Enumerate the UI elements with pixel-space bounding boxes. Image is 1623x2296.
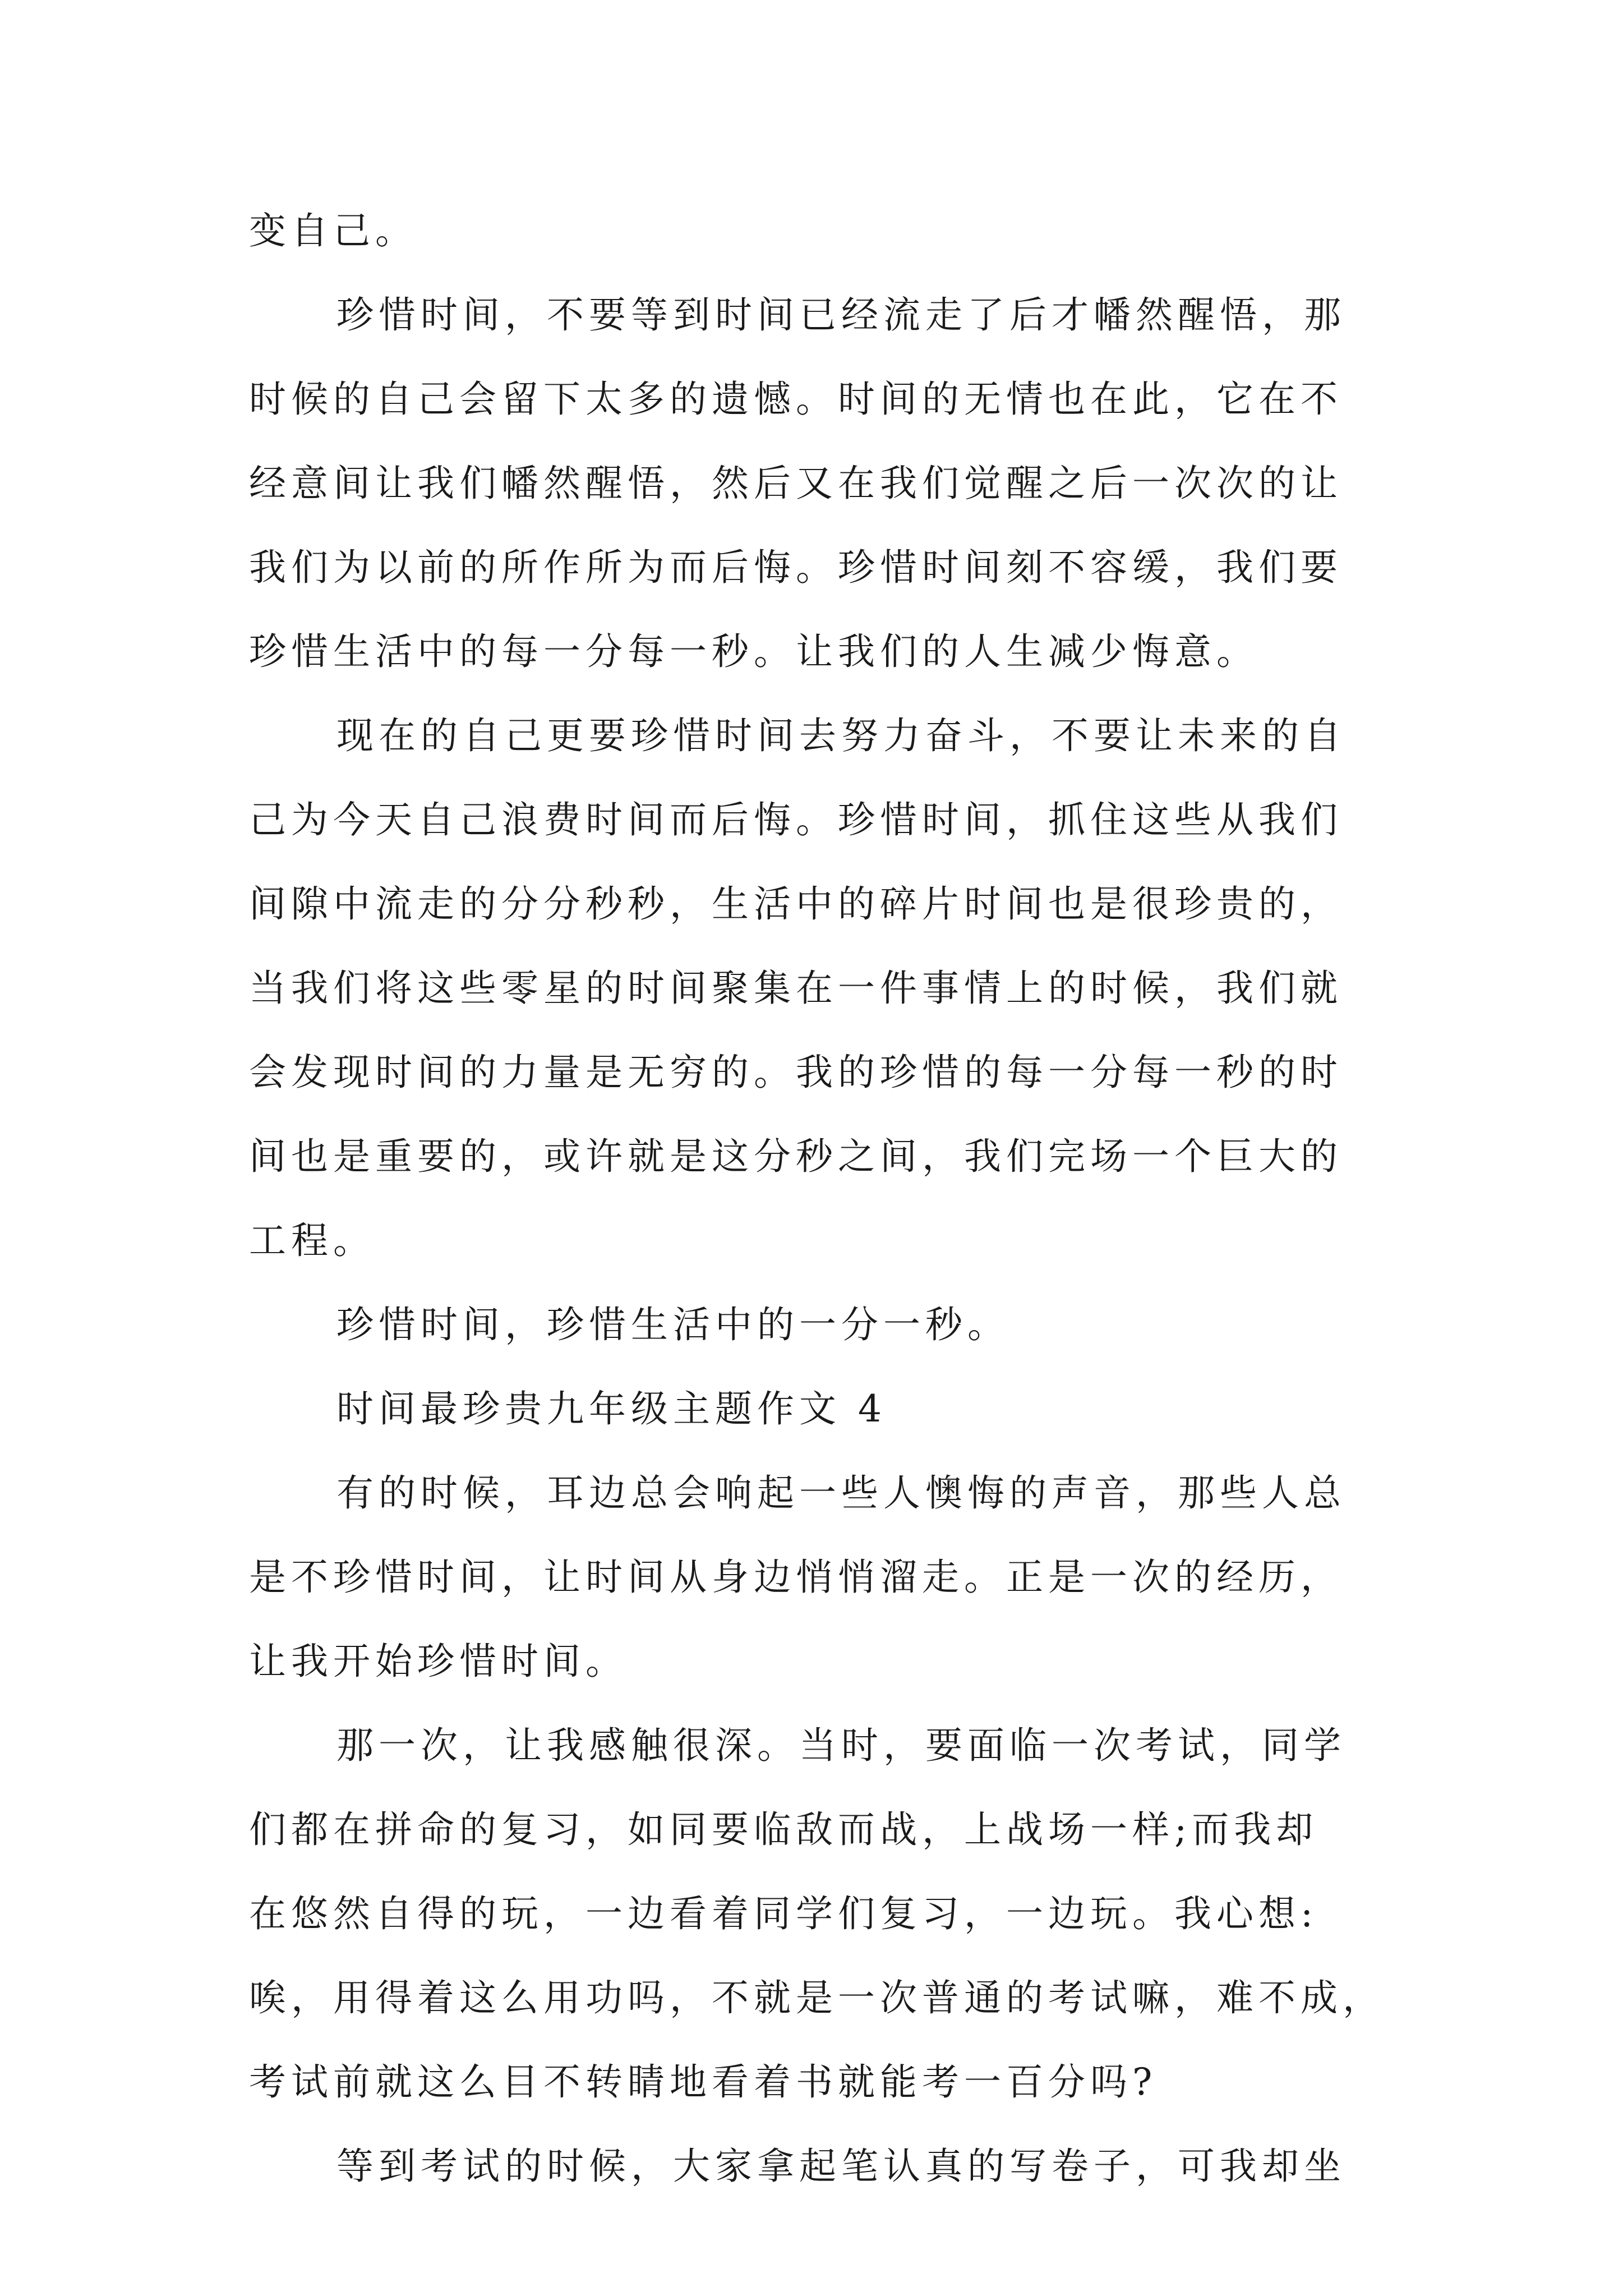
text-line: 工程。 bbox=[249, 1219, 375, 1262]
paragraph-start-line: 现在的自己更要珍惜时间去努力奋斗，不要让未来的自 bbox=[336, 714, 1346, 757]
paragraph-start-line: 等到考试的时候，大家拿起笔认真的写卷子，可我却坐 bbox=[336, 2145, 1346, 2188]
text-line: 们都在拼命的复习，如同要临敌而战，上战场一样;而我却 bbox=[249, 1808, 1318, 1851]
text-line: 变自己。 bbox=[249, 209, 417, 252]
text-line: 我们为以前的所作所为而后悔。珍惜时间刻不容缓，我们要 bbox=[249, 546, 1343, 589]
text-line: 当我们将这些零星的时间聚集在一件事情上的时候，我们就 bbox=[249, 967, 1343, 1010]
paragraph-start-line: 那一次，让我感触很深。当时，要面临一次考试，同学 bbox=[336, 1724, 1346, 1767]
text-line: 己为今天自己浪费时间而后悔。珍惜时间，抓住这些从我们 bbox=[249, 798, 1343, 841]
text-line: 会发现时间的力量是无穷的。我的珍惜的每一分每一秒的时 bbox=[249, 1051, 1343, 1094]
text-line: 时候的自己会留下太多的遗憾。时间的无情也在此，它在不 bbox=[249, 378, 1343, 421]
text-line: 是不珍惜时间，让时间从身边悄悄溜走。正是一次的经历， bbox=[249, 1556, 1343, 1599]
paragraph-start-line: 有的时候，耳边总会响起一些人懊悔的声音，那些人总 bbox=[336, 1471, 1346, 1515]
text-line: 让我开始珍惜时间。 bbox=[249, 1640, 628, 1683]
paragraph-start-line: 珍惜时间，珍惜生活中的一分一秒。 bbox=[336, 1303, 1009, 1346]
paragraph-start-line: 珍惜时间，不要等到时间已经流走了后才幡然醒悟，那 bbox=[336, 293, 1346, 337]
text-line: 在悠然自得的玩，一边看着同学们复习，一边玩。我心想: bbox=[249, 1892, 1318, 1935]
text-line: 间也是重要的，或许就是这分秒之间，我们完场一个巨大的 bbox=[249, 1135, 1343, 1178]
text-line: 考试前就这么目不转睛地看着书就能考一百分吗? bbox=[249, 2060, 1158, 2104]
section-heading: 时间最珍贵九年级主题作文 4 bbox=[336, 1387, 887, 1430]
text-line: 经意间让我们幡然醒悟，然后又在我们觉醒之后一次次的让 bbox=[249, 462, 1343, 505]
text-line: 唉，用得着这么用功吗，不就是一次普通的考试嘛，难不成， bbox=[249, 1976, 1385, 2019]
text-line: 间隙中流走的分分秒秒，生活中的碎片时间也是很珍贵的， bbox=[249, 882, 1343, 926]
text-line: 珍惜生活中的每一分每一秒。让我们的人生减少悔意。 bbox=[249, 630, 1258, 673]
